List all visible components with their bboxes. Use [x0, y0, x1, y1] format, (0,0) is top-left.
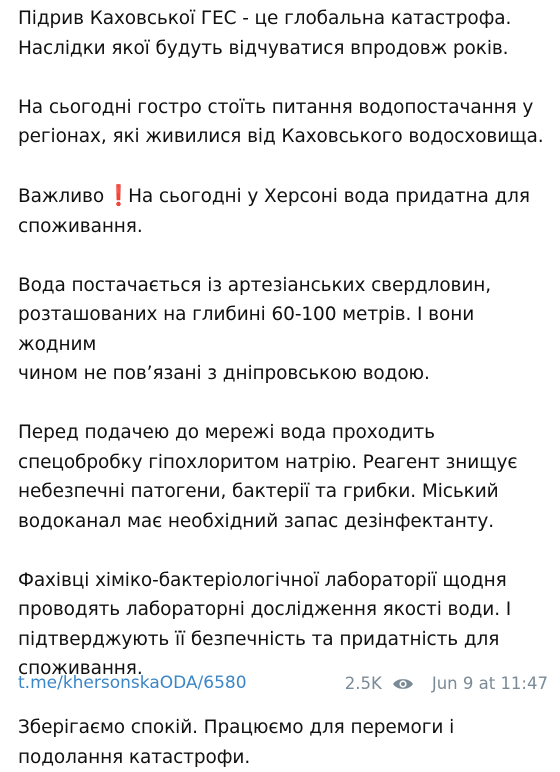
message-paragraph-2: На сьогодні гостро стоїть питання водопостачання у регіонах, які живилися від Каховського водосховища. [18, 96, 544, 147]
message-footer [18, 670, 548, 696]
important-label: Важливо [18, 186, 105, 207]
message-paragraph-4: Вода постачається із артезіанських свердловин, розташованих на глибині 60-100 метрів. І вони жодним чином не пов’язані з дніпровською водою. [18, 274, 492, 384]
exclamation-emoji-icon: ❗ [106, 183, 131, 207]
eye-icon [392, 676, 414, 690]
message-paragraph-1: Підрив Каховської ГЕС - це глобальна катастрофа. Наслідки якої будуть відчуватися впродовж років. [18, 8, 512, 59]
message-meta [345, 674, 548, 693]
message-body [18, 4, 548, 772]
message-paragraph-7: Зберігаємо спокій. Працюємо для перемоги і подолання катастрофи. [18, 717, 455, 768]
views-count: 2.5K [344, 673, 382, 693]
message-paragraph-3 [18, 181, 548, 241]
message-paragraph-6: Фахівці хіміко-бактеріологічної лабораторії щодня проводять лабораторні дослідження якості води. І підтверджують її безпечність та придатність для споживання. [18, 569, 512, 679]
important-text: На сьогодні у Херсоні вода придатна для споживання. [18, 186, 530, 237]
message-paragraph-5: Перед подачею до мережі вода проходить спецобробку гіпохлоритом натрію. Реагент знищує небезпечні патогени, бактерії та грибки. Міський водоканал має необхідний запас дезінфектанту. [18, 422, 518, 532]
message-date: Jun 9 at 11:47 [431, 673, 548, 693]
post-link[interactable]: t.me/khersonskaODA/6580 [18, 673, 247, 693]
